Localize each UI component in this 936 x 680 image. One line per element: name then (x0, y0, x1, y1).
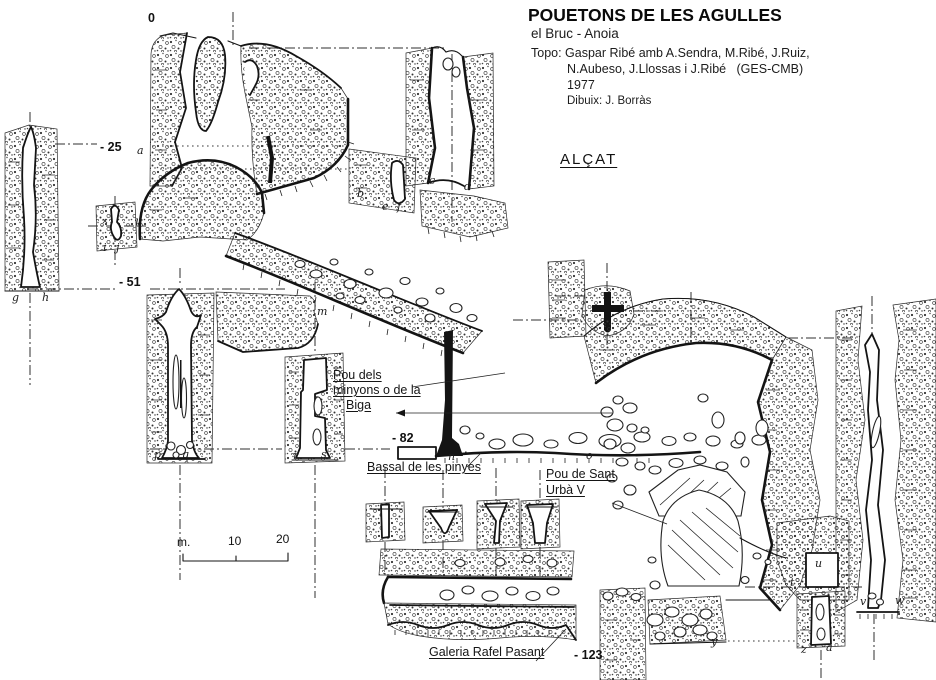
section-letter-p: p (154, 448, 162, 461)
depth-123: - 123 (574, 648, 603, 662)
section-letter-v: v (860, 595, 867, 608)
mid-gallery (216, 233, 482, 356)
scale-unit-label: m. (177, 535, 191, 549)
topo-credit-line1: Topo: Gaspar Ribé amb A.Sendra, M.Ribé, J.Ruiz, (531, 46, 810, 60)
scale-bar (183, 553, 288, 561)
section-letter-m: m (317, 305, 328, 318)
section-letter-u: u (815, 557, 823, 570)
section-letter-a: a (137, 144, 144, 157)
label-galeria: Galeria Rafel Pasant (429, 645, 545, 659)
section-letter-w: w (895, 594, 905, 607)
pit-cd (406, 47, 494, 189)
topo-credit-line2: N.Aubeso, J.Llossas i J.Ribé (GES-CMB) (567, 62, 804, 76)
scale-mid-label: 10 (228, 534, 242, 548)
section-letter-j: j (116, 241, 120, 254)
depth-0: 0 (148, 11, 155, 25)
section-letter-k: k (135, 217, 142, 230)
section-letter-h: h (42, 291, 50, 304)
section-letter-z: z (801, 643, 807, 656)
view-label-alcat: ALÇAT (560, 151, 618, 168)
depth-51: - 51 (119, 275, 141, 289)
label-pou-sant-line1: Pou de Sant (546, 467, 615, 481)
pit-vw (836, 299, 936, 622)
section-letter-b: b (357, 187, 365, 200)
section-letter-c: c (429, 174, 436, 187)
survey-title: POUETONS DE LES AGULLES (528, 5, 782, 25)
section-letter-y: y (711, 635, 718, 648)
section-letter-q: q (182, 448, 190, 461)
section-letter-t: t (790, 576, 795, 589)
drawing-credit: Dibuix: J. Borràs (567, 95, 652, 107)
label-pou-minyons-line2: minyons o de la (333, 383, 421, 397)
small-pits-row (366, 499, 560, 549)
pit-za (797, 591, 845, 648)
section-letter-f: f (397, 200, 402, 213)
depth-82: - 82 (392, 431, 414, 445)
section-letter-s: s (321, 448, 327, 461)
survey-location: el Bruc - Anoia (531, 26, 619, 41)
section-letter-d: d (464, 180, 472, 193)
section-letter-o: o (586, 449, 593, 462)
pit-pq (147, 289, 214, 463)
section-letter-e: e (382, 200, 389, 213)
survey-year: 1977 (567, 78, 595, 92)
label-pou-sant-line2: Urbà V (546, 483, 585, 497)
label-pou-minyons-line1: Pou dels (333, 368, 382, 382)
section-letter-g: g (12, 291, 20, 304)
section-letter-i: i (103, 241, 107, 254)
label-pou-minyons-line3: Biga (346, 398, 372, 412)
scale-end-label: 20 (276, 532, 290, 546)
label-bassal: Bassal de les pinyes (367, 460, 481, 474)
pit-gh (5, 125, 59, 291)
section-letter-r: r (293, 449, 299, 462)
depth-25: - 25 (100, 140, 122, 154)
section-letter-a2: a (826, 641, 833, 654)
entrance-pits (140, 33, 354, 241)
section-letter-n: n (448, 450, 456, 463)
